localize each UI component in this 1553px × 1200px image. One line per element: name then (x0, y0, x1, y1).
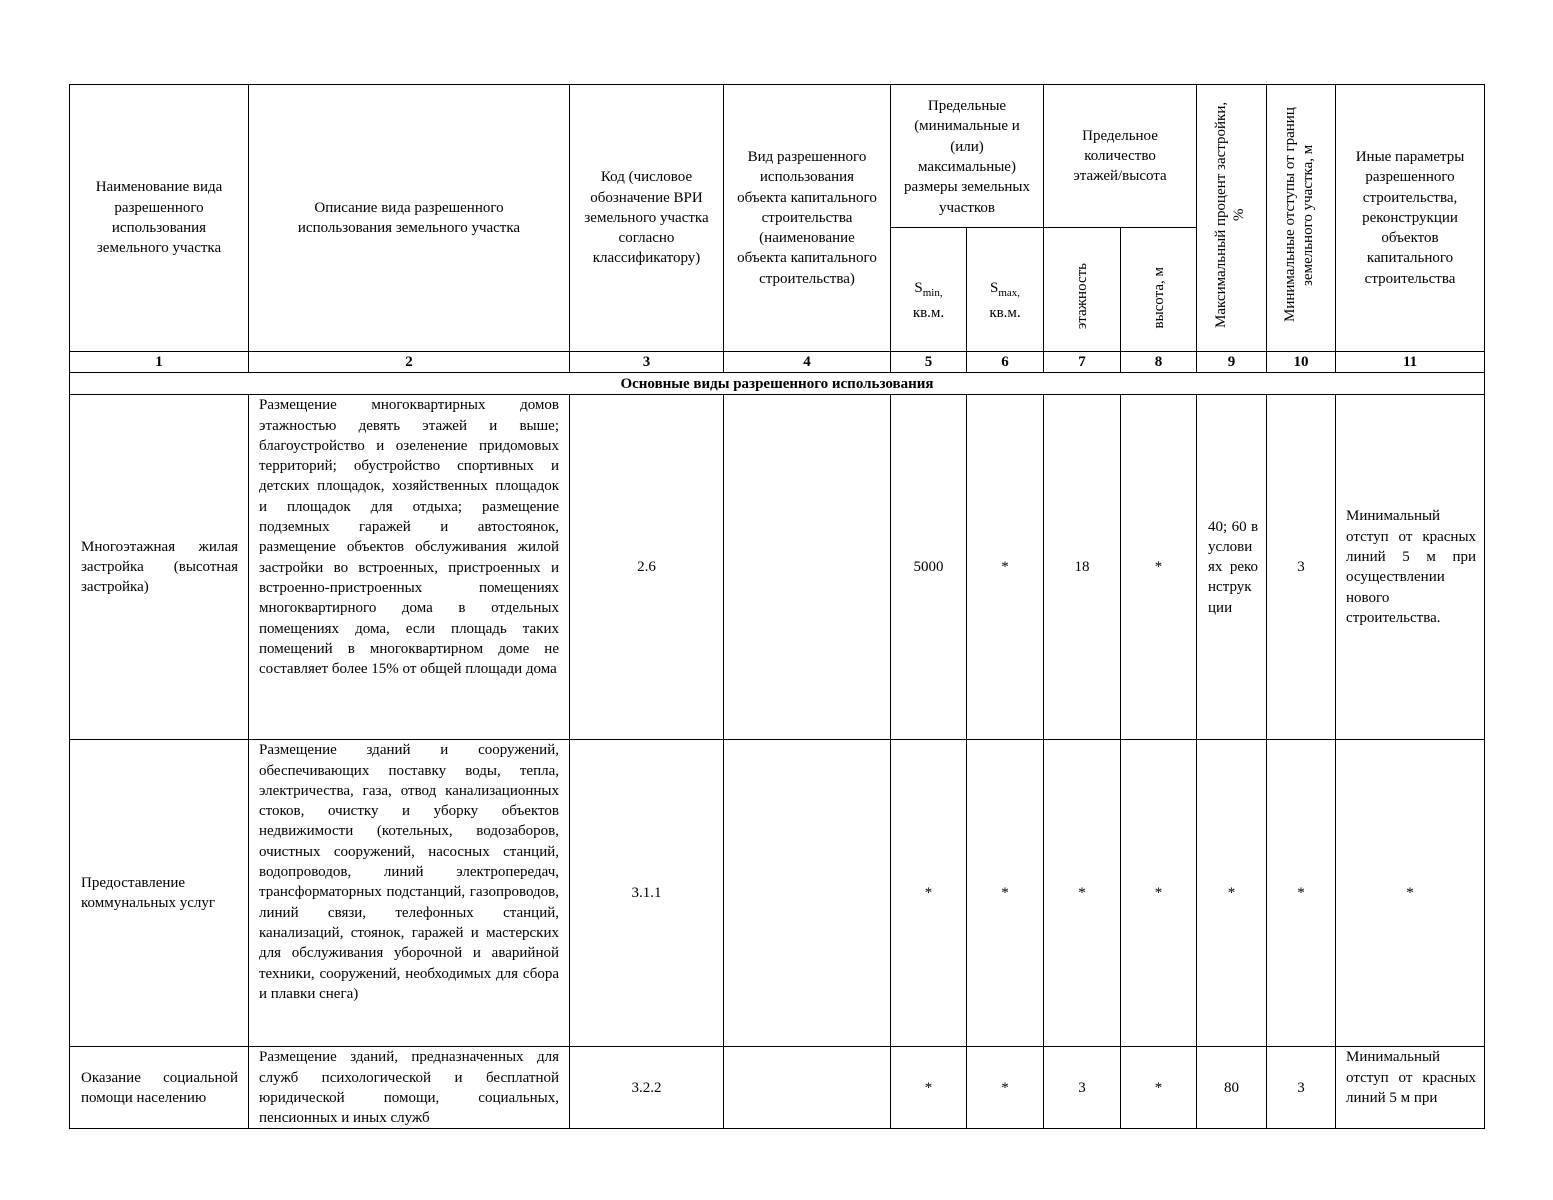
column-number: 10 (1267, 352, 1336, 373)
header-col6-s: S (989, 279, 999, 296)
column-number: 6 (967, 352, 1044, 373)
column-number: 4 (724, 352, 891, 373)
header-floors-group: Предельное количество этажей/высота (1044, 85, 1197, 228)
row-s-min: * (891, 740, 967, 1047)
row-other: * (1336, 740, 1485, 1047)
header-col10-text: Минимальные отступы от границ земельного участка, м (1282, 107, 1317, 323)
column-number: 3 (570, 352, 724, 373)
column-number: 9 (1197, 352, 1267, 373)
header-col10 (1267, 85, 1336, 352)
row-description: Размещение зданий, предназначенных для служб психологической и бесплатной юридической помощи, социальных, пенсионных и иных служб (249, 1047, 570, 1129)
row-oks-type (724, 395, 891, 740)
row-setback: * (1267, 740, 1336, 1047)
row-code: 3.2.2 (570, 1047, 724, 1129)
zoning-table (69, 84, 1485, 1129)
header-col2: Описание вида разрешенного использования земельного участка (249, 85, 570, 352)
column-number-row (70, 352, 1485, 373)
header-col8 (1121, 228, 1197, 352)
row-code: 2.6 (570, 395, 724, 740)
row-other: Минимальный отступ от красных линий 5 м при (1336, 1047, 1485, 1129)
row-height: * (1121, 1047, 1197, 1129)
row-setback: 3 (1267, 395, 1336, 740)
row-height: * (1121, 740, 1197, 1047)
header-col6-sub: max, (998, 286, 1021, 299)
column-number: 8 (1121, 352, 1197, 373)
header-col3: Код (числовое обозначение ВРИ земельного участка согласно классификатору) (570, 85, 724, 352)
header-row (70, 85, 1485, 228)
row-floors: 18 (1044, 395, 1121, 740)
header-col9 (1197, 85, 1267, 352)
header-col6 (967, 228, 1044, 352)
header-col6-unit: кв.м. (989, 305, 1021, 321)
section-title: Основные виды разрешенного использования (70, 373, 1485, 395)
row-max-percent: 40; 60 в условиях реконструкции (1197, 395, 1267, 740)
table-row (70, 395, 1485, 740)
row-height: * (1121, 395, 1197, 740)
row-oks-type (724, 1047, 891, 1129)
column-number: 2 (249, 352, 570, 373)
header-col8-text: высота, м (1150, 267, 1167, 329)
header-plot-size-group: Предельные (минимальные и (или) максимальные) размеры земельных участков (891, 85, 1044, 228)
row-name: Многоэтажная жилая застройка (высотная застройка) (70, 395, 249, 740)
column-number: 5 (891, 352, 967, 373)
row-s-min: * (891, 1047, 967, 1129)
row-floors: 3 (1044, 1047, 1121, 1129)
table-row (70, 1047, 1485, 1129)
row-s-max: * (967, 1047, 1044, 1129)
row-max-percent: * (1197, 740, 1267, 1047)
header-col5-s: S (914, 279, 923, 296)
row-floors: * (1044, 740, 1121, 1047)
row-name: Предоставление коммунальных услуг (70, 740, 249, 1047)
row-s-max: * (967, 740, 1044, 1047)
row-setback: 3 (1267, 1047, 1336, 1129)
row-max-percent: 80 (1197, 1047, 1267, 1129)
column-number: 7 (1044, 352, 1121, 373)
header-col9-text: Максимальный процент застройки, % (1212, 101, 1247, 328)
row-s-max: * (967, 395, 1044, 740)
header-col11: Иные параметры разрешенного строительства, реконструкции объектов капитального строительства (1336, 85, 1485, 352)
header-col4: Вид разрешенного использования объекта капитального строительства (наименование объекта капитального строительства) (724, 85, 891, 352)
column-number: 11 (1336, 352, 1485, 373)
row-oks-type (724, 740, 891, 1047)
column-number: 1 (70, 352, 249, 373)
row-s-min: 5000 (891, 395, 967, 740)
row-other: Минимальный отступ от красных линий 5 м при осуществлении нового строительства. (1336, 395, 1485, 740)
header-col5-sub: min, (922, 286, 943, 299)
row-code: 3.1.1 (570, 740, 724, 1047)
row-description: Размещение зданий и сооружений, обеспечивающих поставку воды, тепла, электричества, газа, отвод канализационных стоков, очистку и уборку объектов недвижимости (котельных, водозаборов, очистных сооружений, насосных станций, водопроводов, линий электропередач, трансформаторных подстанций, газопроводов, линий связи, телефонных станций, канализаций, стоянок, гаражей и мастерских для обслуживания уборочной и аварийной техники, сооружений, необходимых для сбора и плавки снега) (249, 740, 570, 1047)
header-col5-unit: кв.м. (912, 305, 945, 321)
header-col7 (1044, 228, 1121, 352)
header-col1: Наименование вида разрешенного использования земельного участка (70, 85, 249, 352)
header-col7-text: этажность (1074, 262, 1091, 329)
row-description: Размещение многоквартирных домов этажностью девять этажей и выше; благоустройство и озеленение придомовых территорий; обустройство спортивных и детских площадок, хозяйственных площадок и площадок для отдыха; размещение подземных гаражей и автостоянок, размещение объектов обслуживания жилой застройки во встроенных, пристроенных и встроенно-пристроенных помещениях многоквартирного дома в отдельных помещениях дома, если площадь таких помещений в многоквартирном доме не составляет более 15% от общей площади дома (249, 395, 570, 740)
header-col5 (891, 228, 967, 352)
row-name: Оказание социальной помощи населению (70, 1047, 249, 1129)
section-row (70, 373, 1485, 395)
table-row (70, 740, 1485, 1047)
